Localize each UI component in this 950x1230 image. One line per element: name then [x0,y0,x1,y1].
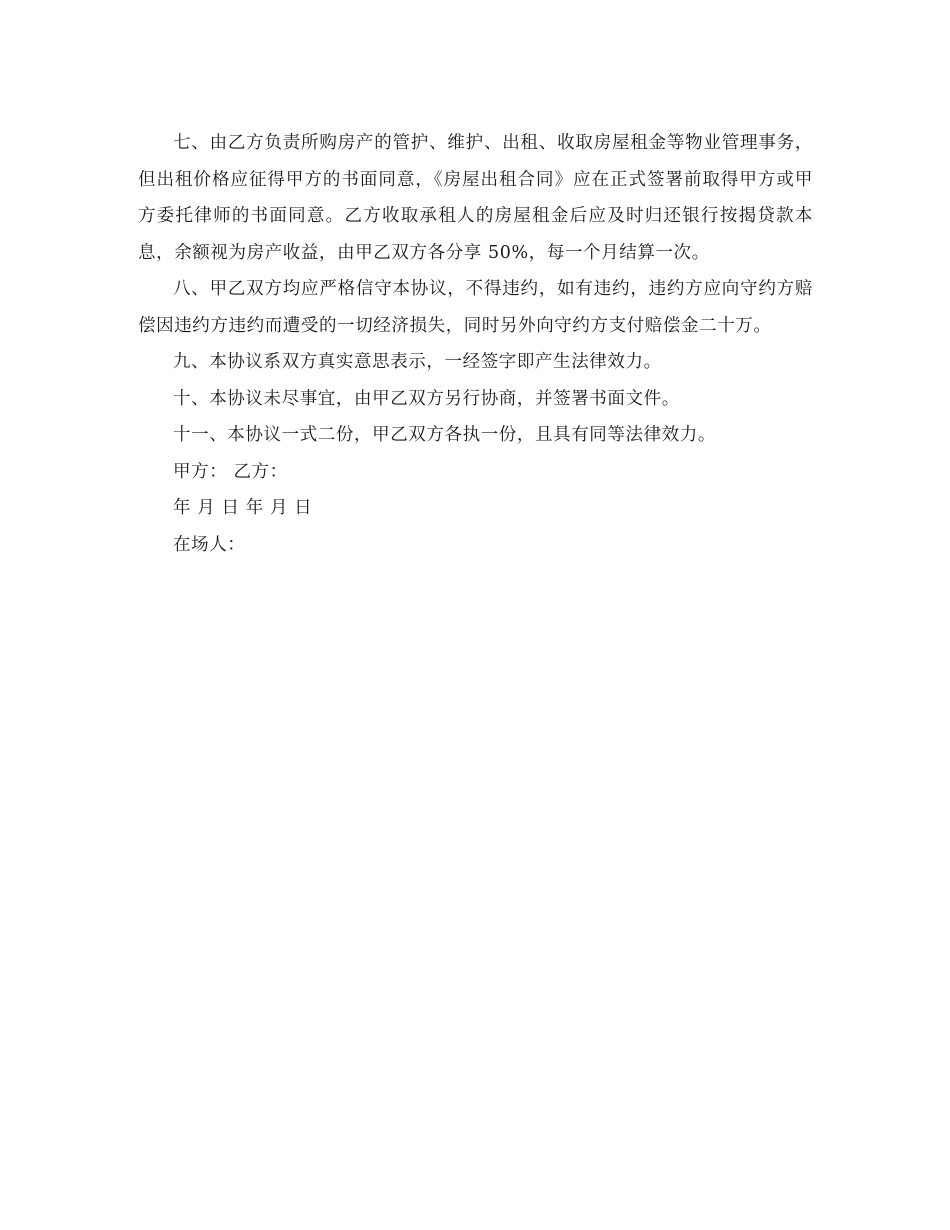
present-person-label: 在场人： [173,534,246,555]
party-a-label: 甲方： [173,461,228,482]
present-person-line [138,527,813,564]
party-a-day: 日 [221,498,240,518]
document-body [138,125,813,563]
clause-7: 七、由乙方负责所购房产的管护、维护、出租、收取房屋租金等物业管理事务，但出租价格应征得甲方的书面同意，《房屋出租合同》应在正式签署前取得甲方或甲方委托律师的书面同意。乙方收取承租人的房屋租金后应及时归还银行按揭贷款本息，余额视为房产收益，由甲乙双方各分享 50%，每一个月结算一次。 [138,133,813,263]
party-b-year: 年 [245,498,264,518]
party-b-day: 日 [294,498,313,518]
signature-parties-line [138,454,813,491]
clause-11: 十一、本协议一式二份，甲乙双方各执一份，且具有同等法律效力。 [173,425,716,445]
clause-10: 十、本协议未尽事宜，由甲乙双方另行协商，并签署书面文件。 [173,388,680,409]
signature-date-line [138,490,813,527]
clause-9: 九、本协议系双方真实意思表示，一经签字即产生法律效力。 [173,352,662,372]
party-a-year: 年 [173,498,192,518]
party-b-label: 乙方： [233,461,288,482]
party-a-month: 月 [197,498,216,518]
party-b-month: 月 [269,498,289,518]
clause-8: 八、甲乙双方均应严格信守本协议，不得违约，如有违约，违约方应向守约方赔偿因违约方违约而遭受的一切经济损失，同时另外向守约方支付赔偿金二十万。 [138,279,813,336]
